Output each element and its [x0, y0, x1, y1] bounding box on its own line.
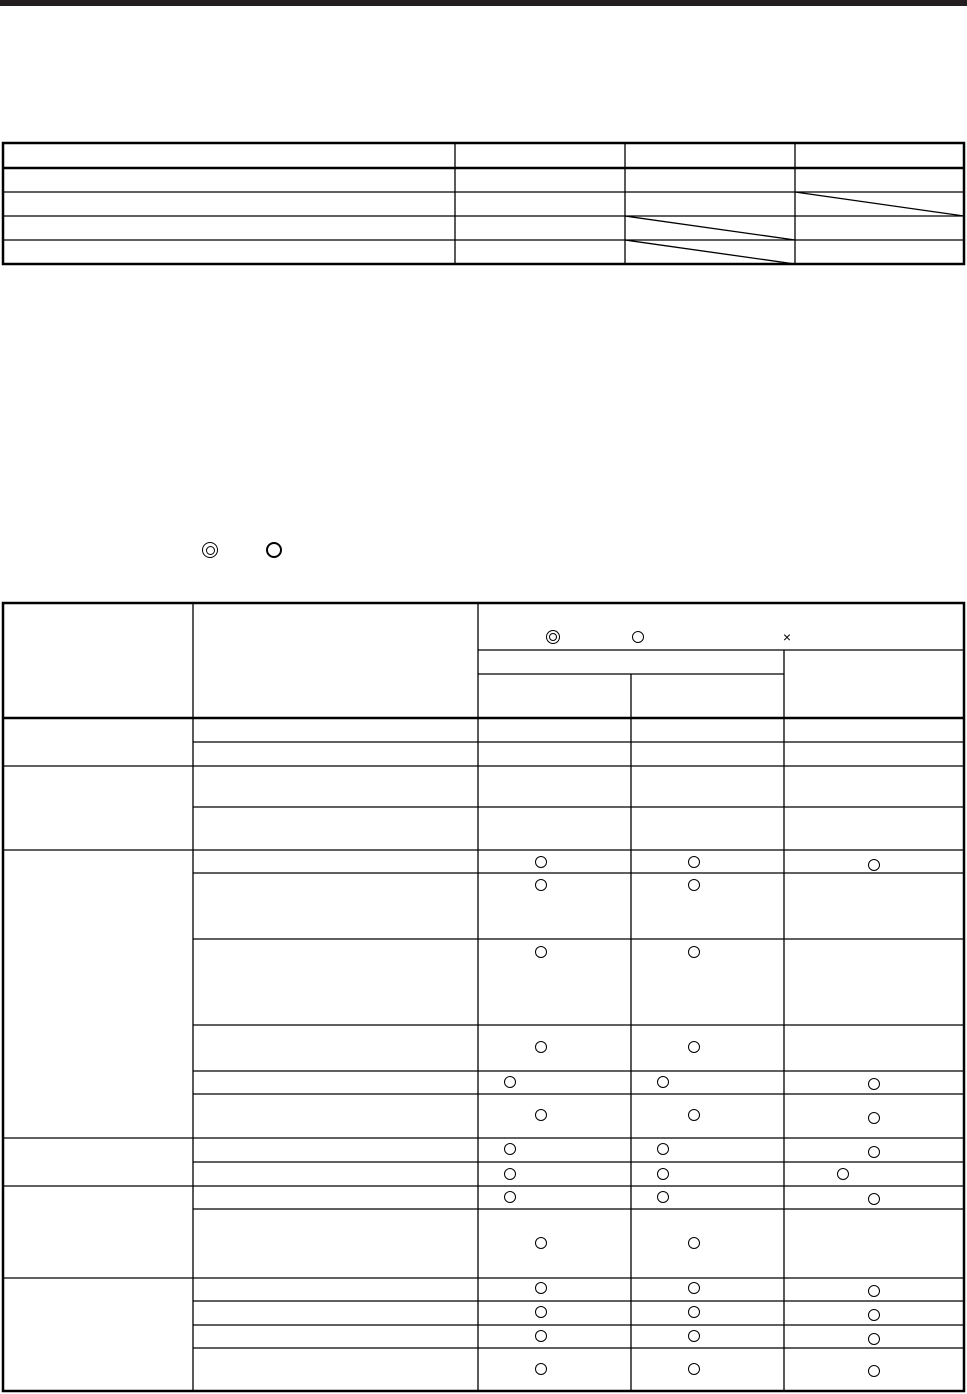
- circle-icon: [864, 1189, 884, 1209]
- circle-icon: [684, 1105, 704, 1125]
- circle-icon: [628, 627, 648, 647]
- circle-icon: [500, 1139, 520, 1159]
- circle-icon: [531, 1326, 551, 1346]
- cross-icon: ×: [782, 629, 792, 645]
- circle-icon: [531, 942, 551, 962]
- double-circle-icon: [200, 540, 220, 560]
- circle-icon: [864, 1074, 884, 1094]
- circle-icon: [531, 852, 551, 872]
- circle-icon: [531, 1037, 551, 1057]
- circle-icon: [531, 1105, 551, 1125]
- circle-icon: [864, 1281, 884, 1301]
- circle-icon: [864, 1361, 884, 1381]
- circle-icon: [531, 1233, 551, 1253]
- circle-icon: [864, 1329, 884, 1349]
- circle-icon: [684, 852, 704, 872]
- circle-icon: [264, 540, 284, 560]
- circle-icon: [864, 855, 884, 875]
- circle-icon: [653, 1164, 673, 1184]
- double-circle-icon: [543, 627, 563, 647]
- circle-icon: [531, 875, 551, 895]
- circle-icon: [684, 1302, 704, 1322]
- circle-icon: [684, 875, 704, 895]
- circle-icon: [864, 1108, 884, 1128]
- circle-icon: [653, 1187, 673, 1207]
- circle-icon: [684, 942, 704, 962]
- circle-icon: [531, 1359, 551, 1379]
- circle-icon: [500, 1072, 520, 1092]
- circle-icon: [684, 1278, 704, 1298]
- circle-icon: [653, 1072, 673, 1092]
- circle-icon: [833, 1164, 853, 1184]
- circle-icon: [653, 1139, 673, 1159]
- circle-icon: [531, 1302, 551, 1322]
- symbol-legend: [200, 540, 284, 560]
- circle-icon: [684, 1359, 704, 1379]
- circle-icon: [500, 1187, 520, 1207]
- circle-icon: [684, 1037, 704, 1057]
- circle-icon: [864, 1142, 884, 1162]
- circle-icon: [500, 1164, 520, 1184]
- circle-icon: [864, 1305, 884, 1325]
- circle-icon: [684, 1326, 704, 1346]
- circle-icon: [531, 1278, 551, 1298]
- circle-icon: [684, 1233, 704, 1253]
